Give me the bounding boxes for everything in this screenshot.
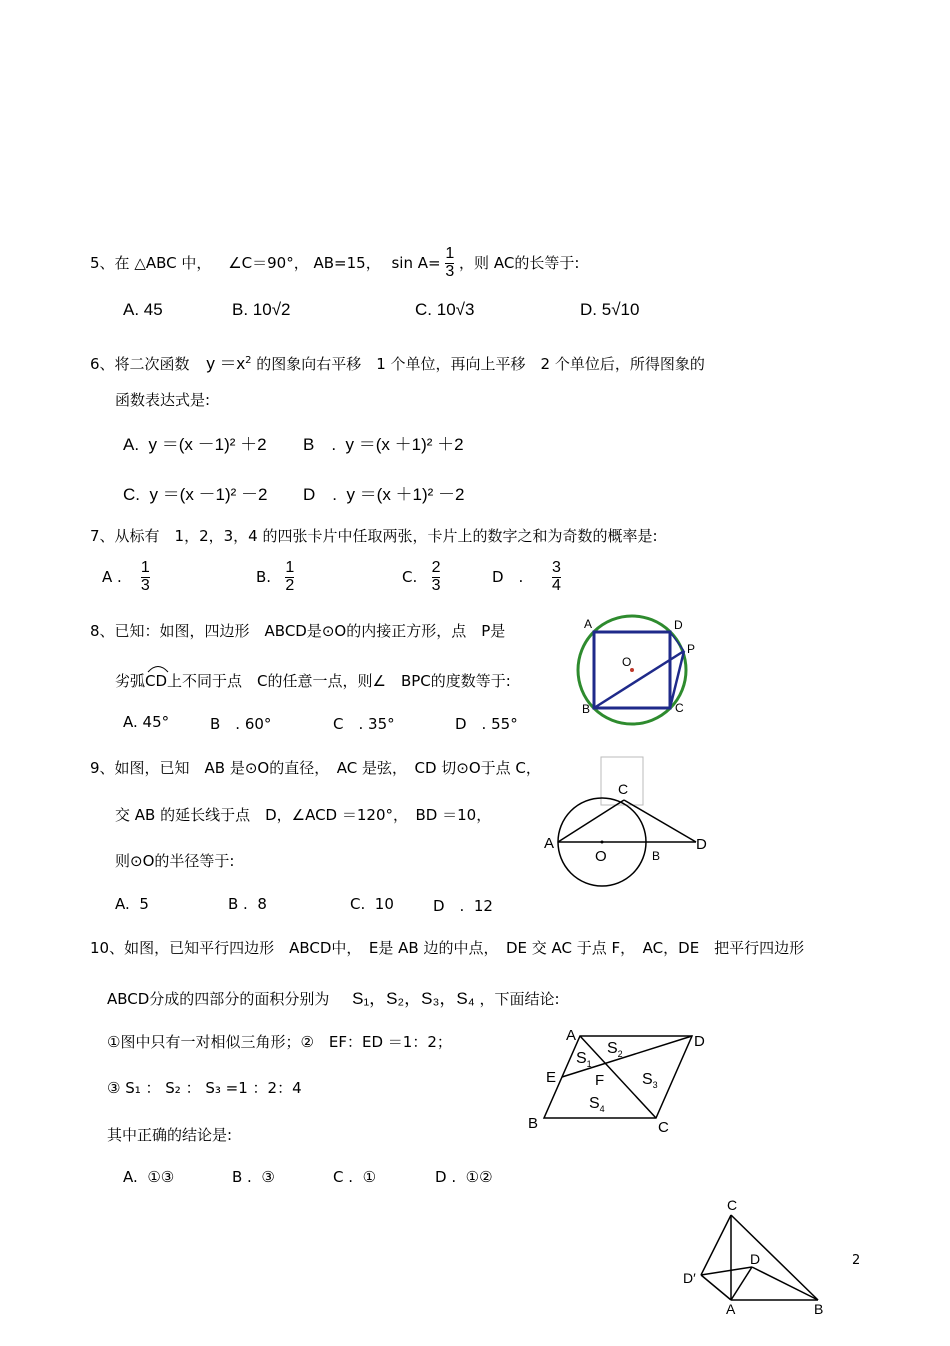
q9-option-b [228,895,267,913]
option-fraction [285,560,294,595]
label-a: A [544,835,555,852]
option-value: 45° [142,713,170,731]
label-a: A [584,617,593,631]
page-number: 2 [852,1253,861,1268]
label-b: B [652,849,661,863]
segment-cb [731,1215,818,1300]
option-value: ①② [465,1168,493,1186]
option-label: B . [303,435,337,454]
q8-arc [145,672,167,690]
option-label: C . [333,1168,354,1186]
option-label: B. [256,567,272,586]
q5-text: sin A= [391,253,441,272]
option-value: 45 [143,300,163,319]
q8-stem: 8、已知：如图，四边形 ABCD是⊙O的内接正方形，点 P是 [90,622,506,640]
q6-function: y ＝x [206,354,246,373]
chord-ac [558,800,624,842]
option-value: y ＝(x －1)² －2 [149,485,268,504]
q5-stem [90,246,579,281]
label-s2 [607,1040,623,1059]
option-label: A. [123,713,138,731]
numerator: 1 [445,245,455,262]
s-subscript: 3 [652,1080,658,1090]
q5-text: 5、在 [90,253,130,272]
center-dot [601,841,604,844]
option-label: D . [303,485,337,504]
q8-stem-continued [115,670,511,691]
option-label: A. [123,1168,138,1186]
label-c: C [727,1197,738,1213]
q5-option-b [232,300,291,320]
s-subscript: 4 [599,1104,605,1114]
label-a: A [566,1027,577,1044]
numerator: 2 [431,559,441,576]
q6-text: 6、将二次函数 [90,355,190,373]
q9-option-c [350,895,394,913]
q7-stem: 7、从标有 1，2，3，4 的四张卡片中任取两张，卡片上的数字之和为奇数的概率是: [90,527,658,545]
q6-stem [90,349,705,374]
q10-areas: S₁，S₂，S₃，S₄ [352,989,475,1008]
denominator: 3 [445,262,455,280]
option-label: C. [123,485,140,504]
q11-figure [675,1195,835,1320]
option-label: C. [415,300,432,319]
option-value: 60° [244,715,272,733]
q9-stem: 9、如图，已知 AB 是⊙O的直径， AC 是弦， CD 切⊙O于点 C， [90,759,541,777]
label-b: B [582,702,591,716]
q8-figure [570,612,700,730]
option-label: A. [123,435,140,454]
option-value: y ＝(x ＋1)² ＋2 [345,435,464,454]
option-value: 8 [257,895,267,913]
option-value: ① [362,1168,377,1186]
q7-option-a [102,560,150,595]
option-label: D . [433,897,465,915]
label-d: D [750,1251,761,1267]
denominator: 4 [551,576,561,594]
segment-d-prime-d [701,1267,752,1275]
q6-option-c [123,480,268,505]
q8-text: 劣弧 [115,672,146,690]
segment-dp [670,632,684,651]
numerator: 1 [285,559,295,576]
q7-option-c [402,560,440,595]
numerator: 1 [140,559,150,576]
s-subscript: 1 [586,1059,592,1069]
option-value: 5 [139,895,149,913]
label-p: P [687,642,696,656]
label-d: D [674,618,683,632]
q10-option-c [333,1168,376,1186]
denominator: 2 [285,576,295,594]
label-s4 [589,1095,605,1114]
q6-stem-continued: 函数表达式是: [115,391,211,409]
option-label: A. [115,895,130,913]
q7-option-b [256,560,294,595]
arc-label: CD [145,672,168,690]
label-e: E [546,1069,557,1086]
q8-option-c [333,713,395,734]
q8-option-a [123,713,169,731]
option-label: D . [492,567,524,586]
q10-option-a [123,1168,174,1186]
q6-option-d [303,480,465,505]
label-s3 [642,1071,658,1090]
q10-text: ，下面结论: [479,990,560,1008]
segment-db [752,1267,818,1300]
label-c: C [618,781,629,797]
q5-text: ，则 [459,253,490,272]
q9-stem-continued: 交 AB 的延长线于点 D，∠ACD ＝120°， BD ＝10， [115,806,492,824]
label-c: C [658,1119,669,1136]
q5-text: AB=15， [313,253,381,272]
option-label: C. [350,895,366,913]
q5-option-c [415,300,474,320]
segment-ad [731,1267,752,1300]
label-d-prime: D′ [683,1270,696,1286]
q8-option-b [210,713,271,734]
q9-stem-continued-2: 则⊙O的半径等于: [115,852,235,870]
q10-text: ABCD分成的四部分的面积分别为 [107,990,330,1008]
q10-figure [520,1020,720,1140]
option-label: D . [455,715,487,733]
q9-figure [540,752,720,892]
option-fraction [552,560,561,595]
option-value: ①③ [147,1168,175,1186]
q5-fraction [445,246,454,281]
option-label: B . [228,895,248,913]
q10-stem-continued [107,984,560,1009]
option-label: A. [123,300,140,319]
option-label: B. [232,300,249,319]
q5-option-d [580,300,639,320]
q8-text: 上不同于点 C的任意一点，则∠ BPC的度数等于: [167,672,511,690]
option-value: 12 [473,897,493,915]
segment-d-prime-a [701,1275,731,1300]
denominator: 3 [140,576,150,594]
option-label: B . [232,1168,252,1186]
q5-text: AC的长等于: [493,253,580,272]
q10-ask: 其中正确的结论是: [107,1126,233,1144]
option-value: ③ [261,1168,275,1186]
segment-cd-prime [701,1215,731,1275]
label-o: O [595,848,607,865]
label-b: B [528,1115,539,1132]
arc-mark [147,663,169,673]
option-label: A . [102,567,122,586]
s-letter: S [589,1095,600,1112]
option-value: 10 [374,895,394,913]
denominator: 3 [431,576,441,594]
q5-text: ∠C＝90°， [228,253,309,272]
option-label: B . [210,715,241,733]
option-value: 10√2 [252,300,291,319]
option-label: D . [435,1168,457,1186]
q8-option-d [455,713,518,734]
label-c: C [675,701,684,715]
option-label: C . [333,715,364,733]
label-o: O [622,655,632,669]
q5-option-a [123,300,163,320]
q10-stem: 10、如图，已知平行四边形 ABCD中， E是 AB 边的中点， DE 交 AC 于点 F， AC，DE 把平行四边形 [90,939,805,957]
q6-option-a [123,430,267,455]
q6-exponent: 2 [245,355,252,366]
q10-option-d [435,1168,493,1186]
option-value: 10√3 [436,300,475,319]
option-value: 5√10 [601,300,640,319]
label-b: B [814,1301,824,1317]
option-fraction [141,560,150,595]
q9-option-a [115,895,149,913]
option-value: 35° [368,715,395,733]
q10-conclusion-3: ③ S₁ ： S₂ ： S₃ =1 ：2：4 [107,1079,302,1097]
tangent-cd [624,800,696,842]
option-label: D. [580,300,597,319]
q7-option-d [492,560,561,595]
q10-option-b [232,1168,275,1186]
label-s1 [576,1050,592,1069]
q10-conclusion-1: ①图中只有一对相似三角形；② EF：ED ＝1：2； [107,1033,452,1051]
numerator: 3 [551,559,561,576]
label-d: D [694,1033,705,1050]
q6-text: 的图象向右平移 1 个单位，再向上平移 2 个单位后，所得图象的 [256,355,705,373]
s-letter: S [576,1050,587,1067]
q6-option-b [303,430,464,455]
option-value: y ＝(x ＋1)² －2 [346,485,465,504]
option-value: y ＝(x －1)² ＋2 [148,435,267,454]
option-value: 55° [491,715,518,733]
label-f: F [595,1072,605,1089]
option-label: C. [402,567,418,586]
s-letter: S [607,1040,618,1057]
label-a: A [726,1301,736,1317]
q9-option-d [433,895,493,916]
option-fraction [432,560,441,595]
label-d: D [696,836,707,853]
s-letter: S [642,1071,653,1088]
q5-text: △ABC 中， [134,253,212,272]
s-subscript: 2 [617,1049,623,1059]
